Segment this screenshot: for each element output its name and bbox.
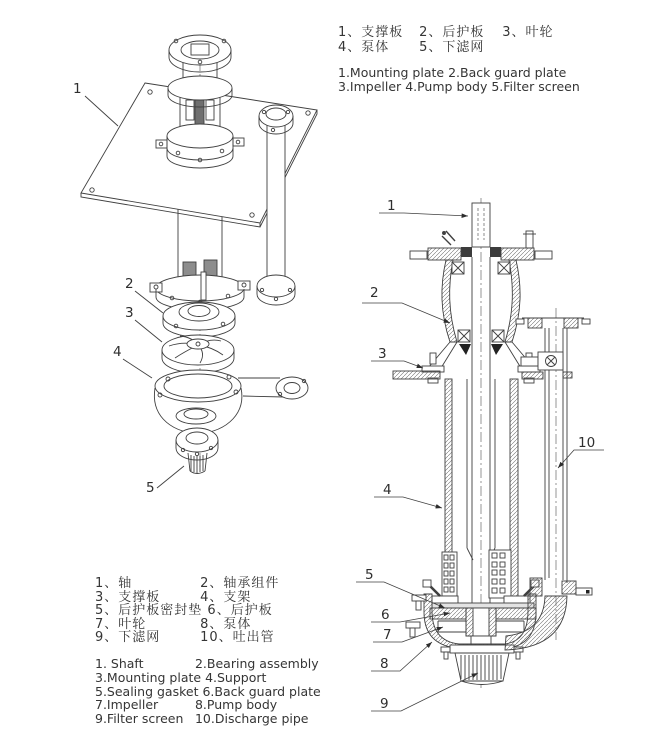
section-view-drawing <box>356 198 604 711</box>
filter-screen-part <box>176 428 218 474</box>
legend-item: 2.Back guard plate <box>448 65 567 80</box>
legend-row <box>95 671 321 685</box>
legend-row <box>95 712 321 726</box>
legend-item: 5、后护板密封垫 <box>95 603 203 619</box>
legend-item: 4、支架 <box>200 589 252 605</box>
legend-item: 5、下滤网 <box>419 40 485 55</box>
part-label: 7 <box>383 627 392 643</box>
legend-item: 7.Impeller <box>95 697 159 713</box>
part-label: 3 <box>378 346 387 362</box>
part-label: 10 <box>578 435 596 451</box>
legend-bottom-english <box>95 657 321 726</box>
back-guard-plate-part <box>163 302 235 337</box>
part-label: 6 <box>381 607 390 623</box>
legend-row <box>338 25 580 40</box>
part-label: 3 <box>125 305 134 321</box>
legend-item: 6、后护板 <box>207 603 273 619</box>
legend-top <box>338 25 580 94</box>
pump-body-part <box>154 370 308 434</box>
part-label: 1 <box>387 198 396 214</box>
legend-item: 2.Bearing assembly <box>194 655 319 671</box>
legend-item: 2、后护板 <box>419 25 485 40</box>
legend-item: 3、叶轮 <box>502 25 554 40</box>
legend-row <box>95 657 321 671</box>
legend-row <box>338 40 580 55</box>
legend-item: 4、泵体 <box>338 40 390 55</box>
part-label: 1 <box>73 81 82 97</box>
legend-item: 4.Support <box>205 669 267 685</box>
legend-bottom-chinese <box>95 577 321 645</box>
legend-row <box>95 685 321 699</box>
legend-row <box>95 604 321 618</box>
legend-item: 3.Mounting plate <box>95 669 202 685</box>
legend-item: 8、泵体 <box>200 616 252 632</box>
legend-top-english <box>338 66 580 94</box>
legend-item: 9、下滤网 <box>95 630 161 646</box>
legend-row <box>338 80 580 94</box>
part-label: 2 <box>125 276 134 292</box>
legend-row <box>95 698 321 712</box>
part-label: 2 <box>370 285 379 301</box>
legend-row <box>95 577 321 591</box>
legend-item: 8.Pump body <box>194 697 278 713</box>
legend-item: 5.Filter screen <box>491 79 580 94</box>
legend-item: 4.Pump body <box>405 79 488 94</box>
legend-item: 5.Sealing gasket <box>95 683 199 699</box>
legend-bottom <box>95 577 321 726</box>
legend-item: 7、叶轮 <box>95 616 147 632</box>
legend-row <box>338 66 580 80</box>
legend-item: 1.Mounting plate <box>338 65 445 80</box>
part-label: 8 <box>380 656 389 672</box>
legend-item: 3.Impeller <box>338 79 402 94</box>
legend-item: 1、支撑板 <box>338 25 404 40</box>
legend-item: 9.Filter screen <box>95 711 184 727</box>
part-label: 5 <box>146 480 155 496</box>
part-label: 4 <box>113 344 122 360</box>
part-label: 9 <box>380 696 389 712</box>
legend-row <box>95 631 321 645</box>
legend-item: 6.Back guard plate <box>202 683 321 699</box>
legend-item: 10、吐出管 <box>200 630 275 646</box>
legend-item: 2、轴承组件 <box>200 576 280 591</box>
legend-item: 1、轴 <box>95 576 133 591</box>
legend-item: 10.Discharge pipe <box>194 711 309 727</box>
legend-item: 3、支撑板 <box>95 589 161 605</box>
legend-top-chinese <box>338 25 580 55</box>
legend-item: 1. Shaft <box>95 655 144 671</box>
part-label: 4 <box>383 482 392 498</box>
filter-screen-section <box>441 645 523 685</box>
impeller-part <box>162 335 234 373</box>
exploded-view-drawing <box>81 35 317 488</box>
part-label: 5 <box>365 567 374 583</box>
